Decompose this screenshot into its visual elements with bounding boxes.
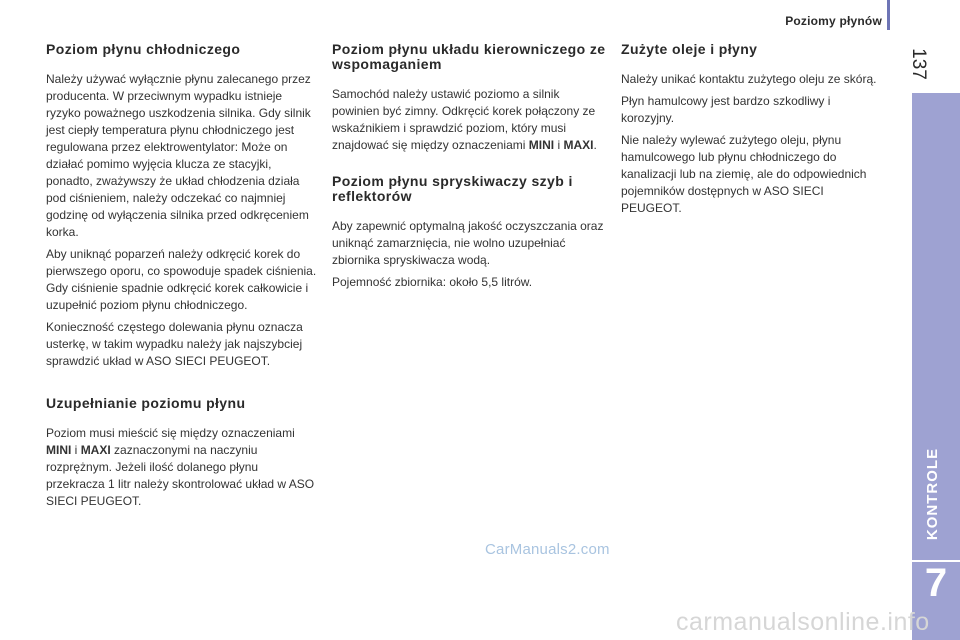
column-right (621, 42, 883, 237)
paragraph (332, 86, 608, 154)
section-header-title: Poziomy płynów (785, 14, 882, 28)
section-title-power-steering: Poziom płynu układu kierowniczego ze wspomaganiem (332, 41, 606, 72)
chapter-side-tab (912, 93, 960, 640)
page-number: 137 (908, 48, 929, 80)
section-title-coolant: Poziom płynu chłodniczego (46, 41, 241, 57)
maxi-mark: MAXI (80, 443, 111, 457)
paragraph: Płyn hamulcowy jest bardzo szkodliwy i korozyjny. (621, 94, 831, 125)
section-used-oils (621, 42, 883, 217)
paragraph (46, 425, 320, 510)
header-rule (887, 0, 890, 30)
section-title-used-oils: Zużyte oleje i płyny (621, 41, 758, 57)
maxi-mark: MAXI (563, 138, 594, 152)
paragraph: Należy unikać kontaktu zużytego oleju ze skórą. (621, 72, 877, 86)
text-run: zaznaczonymi na naczyniu rozprężnym. Jeżeli ilość dolanego płynu przekracza 1 litr należy skontrolować układ w ASO SIECI PEUGEOT. (46, 443, 315, 508)
paragraph: Należy używać wyłącznie płynu zalecanego przez producenta. W przeciwnym wypadku istnieje ryzyko poważnego uszkodzenia silnika. Gdy silnik jest ciepły temperatura płynu chłodniczego jest regulowana przez elektrowentylator: Może on działać pomimo wyjęcia klucza ze stacyjki, ponadto, zważywszy że układ chłodzenia działa pod ciśnieniem, należy odczekać co najmniej godzinę od wyłączenia silnika przed odkręceniem korka. (46, 72, 311, 239)
text-run: Samochód należy ustawić poziomo a silnik powinien być zimny. Odkręcić korek połączony ze wskaźnikiem i sprawdzić poziom, który musi znajdować się między oznaczeniami (332, 87, 596, 152)
text-run: i (554, 138, 564, 152)
paragraph: Aby uniknąć poparzeń należy odkręcić korek do pierwszego oporu, co spowoduje spadek ciśnienia. Gdy ciśnienie spadnie odkręcić korek całkowicie i uzupełnić poziom płynu chłodniczego. (46, 247, 317, 312)
section-washer-fluid (332, 174, 608, 291)
column-left (46, 42, 320, 530)
watermark-carmanualsonline: carmanualsonline.info (676, 608, 930, 636)
paragraph: Aby zapewnić optymalną jakość oczyszczania oraz uniknąć zamarznięcia, nie wolno uzupełniać zbiornika spryskiwacza wodą. (332, 219, 604, 267)
section-title-washer-fluid: Poziom płynu spryskiwaczy szyb i reflektorów (332, 173, 573, 204)
text-run: . (593, 138, 597, 152)
section-title-topping-up: Uzupełnianie poziomu płynu (46, 395, 246, 411)
paragraph: Konieczność częstego dolewania płynu oznacza usterkę, w takim wypadku należy jak najszybciej sprawdzić układ w ASO SIECI PEUGEOT. (46, 320, 303, 368)
chapter-tab-label: KONTROLE (923, 447, 941, 541)
text-run: i (71, 443, 81, 457)
paragraph: Nie należy wylewać zużytego oleju, płynu hamulcowego lub płynu chłodniczego do kanalizacji lub na ziemię, ale do odpowiednich pojemników dostępnych w ASO SIECI PEUGEOT. (621, 133, 867, 215)
section-topping-up (46, 396, 320, 510)
paragraph: Pojemność zbiornika: około 5,5 litrów. (332, 275, 533, 289)
text-run: Poziom musi mieścić się między oznaczeniami (46, 426, 295, 440)
watermark-carmanuals2: CarManuals2.com (485, 541, 610, 558)
mini-mark: MINI (528, 138, 555, 152)
chapter-number: 7 (924, 560, 948, 605)
section-power-steering (332, 42, 608, 154)
mini-mark: MINI (46, 443, 72, 457)
section-coolant-level (46, 42, 320, 370)
column-middle (332, 42, 608, 311)
